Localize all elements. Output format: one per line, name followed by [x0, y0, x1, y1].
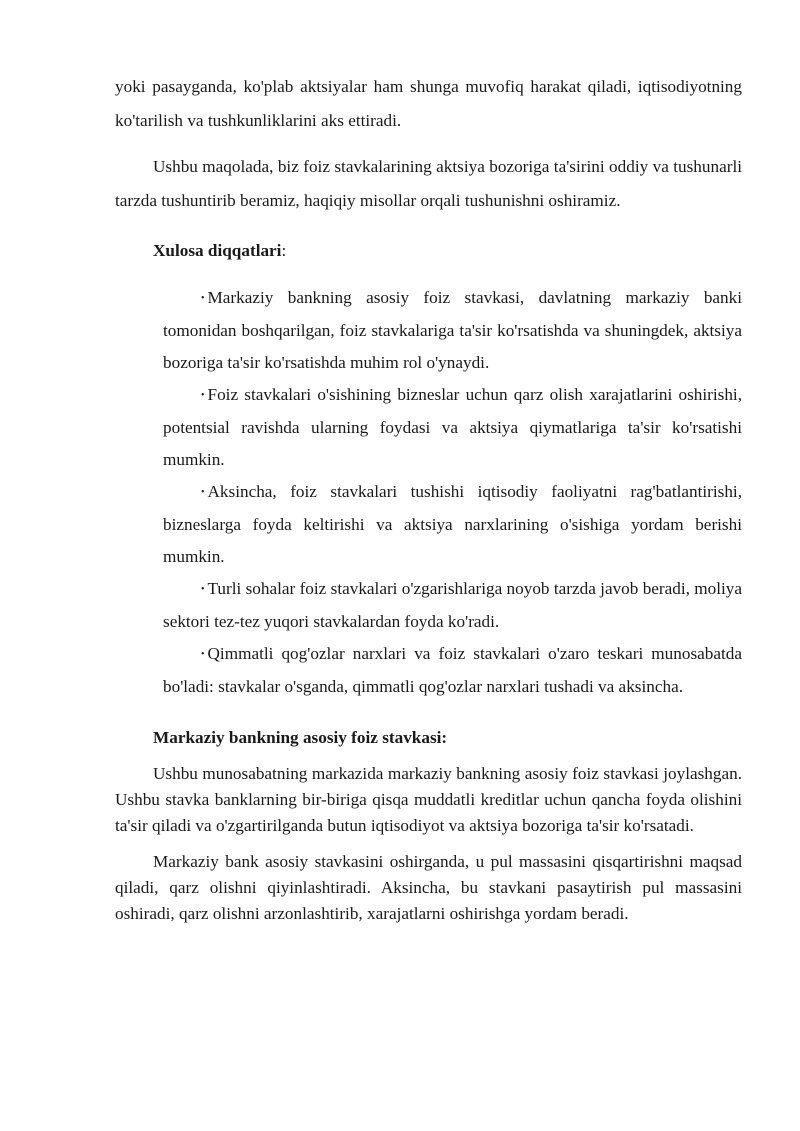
summary-item: [163, 282, 742, 379]
summary-heading-colon: :: [281, 241, 287, 260]
summary-list: [115, 282, 742, 703]
intro-paragraph: Ushbu maqolada, biz foiz stavkalarining aktsiya bozoriga ta'sirini oddiy va tushunarli tarzda tushuntirib beramiz, haqiqiy misollar orqali tushunishni oshiramiz.: [115, 157, 742, 210]
continuation-paragraph: yoki pasayganda, ko'plab aktsiyalar ham shunga muvofiq harakat qiladi, iqtisodiyotning ko'tarilish va tushkunliklarini aks ettiradi.: [115, 77, 742, 130]
summary-item-text: Markaziy bankning asosiy foiz stavkasi, davlatning markaziy banki tomonidan boshqarilgan, foiz stavkalariga ta'sir ko'rsatishda va shuningdek, aktsiya bozoriga ta'sir ko'rsatishda muhim rol o'ynaydi.: [163, 288, 742, 373]
summary-item: [163, 638, 742, 703]
summary-item-text: Turli sohalar foiz stavkalari o'zgarishlariga noyob tarzda javob beradi, moliya sektori tez-tez yuqori stavkalardan foyda ko'radi.: [163, 579, 742, 632]
summary-item-text: Foiz stavkalari o'sishining bizneslar uchun qarz olish xarajatlarini oshirishi, potentsial ravishda ularning foydasi va aktsiya qiymatlariga ta'sir ko'rsatishi mumkin.: [163, 385, 742, 470]
bullet-icon: •: [201, 487, 205, 499]
section-paragraph: Ushbu munosabatning markazida markaziy bankning asosiy foiz stavkasi joylashgan. Ushbu stavka banklarning bir-biriga qisqa muddatli kreditlar uchun qancha foyda olishini ta'sir qiladi va o'zgartirilganda butun iqtisodiyot va aktsiya bozoriga ta'sir ko'rsatadi.: [115, 764, 742, 836]
bullet-icon: •: [201, 390, 205, 402]
summary-item: [163, 573, 742, 638]
bullet-icon: •: [201, 649, 205, 661]
summary-item: [163, 379, 742, 476]
document-page: [115, 70, 742, 937]
summary-item-text: Aksincha, foiz stavkalari tushishi iqtisodiy faoliyatni rag'batlantirishi, bizneslarga foyda keltirishi va aktsiya narxlarining o'sishiga yordam berishi mumkin.: [163, 482, 742, 567]
summary-heading-text: Xulosa diqqatlari: [153, 241, 282, 260]
summary-item: [163, 476, 742, 573]
bullet-icon: •: [201, 293, 205, 305]
summary-heading: [115, 234, 742, 268]
summary-item-text: Qimmatli qog'ozlar narxlari va foiz stavkalari o'zaro teskari munosabatda bo'ladi: stavkalar o'sganda, qimmatli qog'ozlar narxlari tushadi va aksincha.: [163, 644, 742, 697]
section-heading: Markaziy bankning asosiy foiz stavkasi:: [153, 728, 448, 748]
section-paragraph: Markaziy bank asosiy stavkasini oshirganda, u pul massasini qisqartirishni maqsad qiladi, qarz olishni qiyinlashtiradi. Aksincha, bu stavkani pasaytirish pul massasini oshiradi, qarz olishni arzonlashtirib, xarajatlarni oshirishga yordam beradi.: [115, 852, 742, 924]
bullet-icon: •: [201, 584, 205, 596]
